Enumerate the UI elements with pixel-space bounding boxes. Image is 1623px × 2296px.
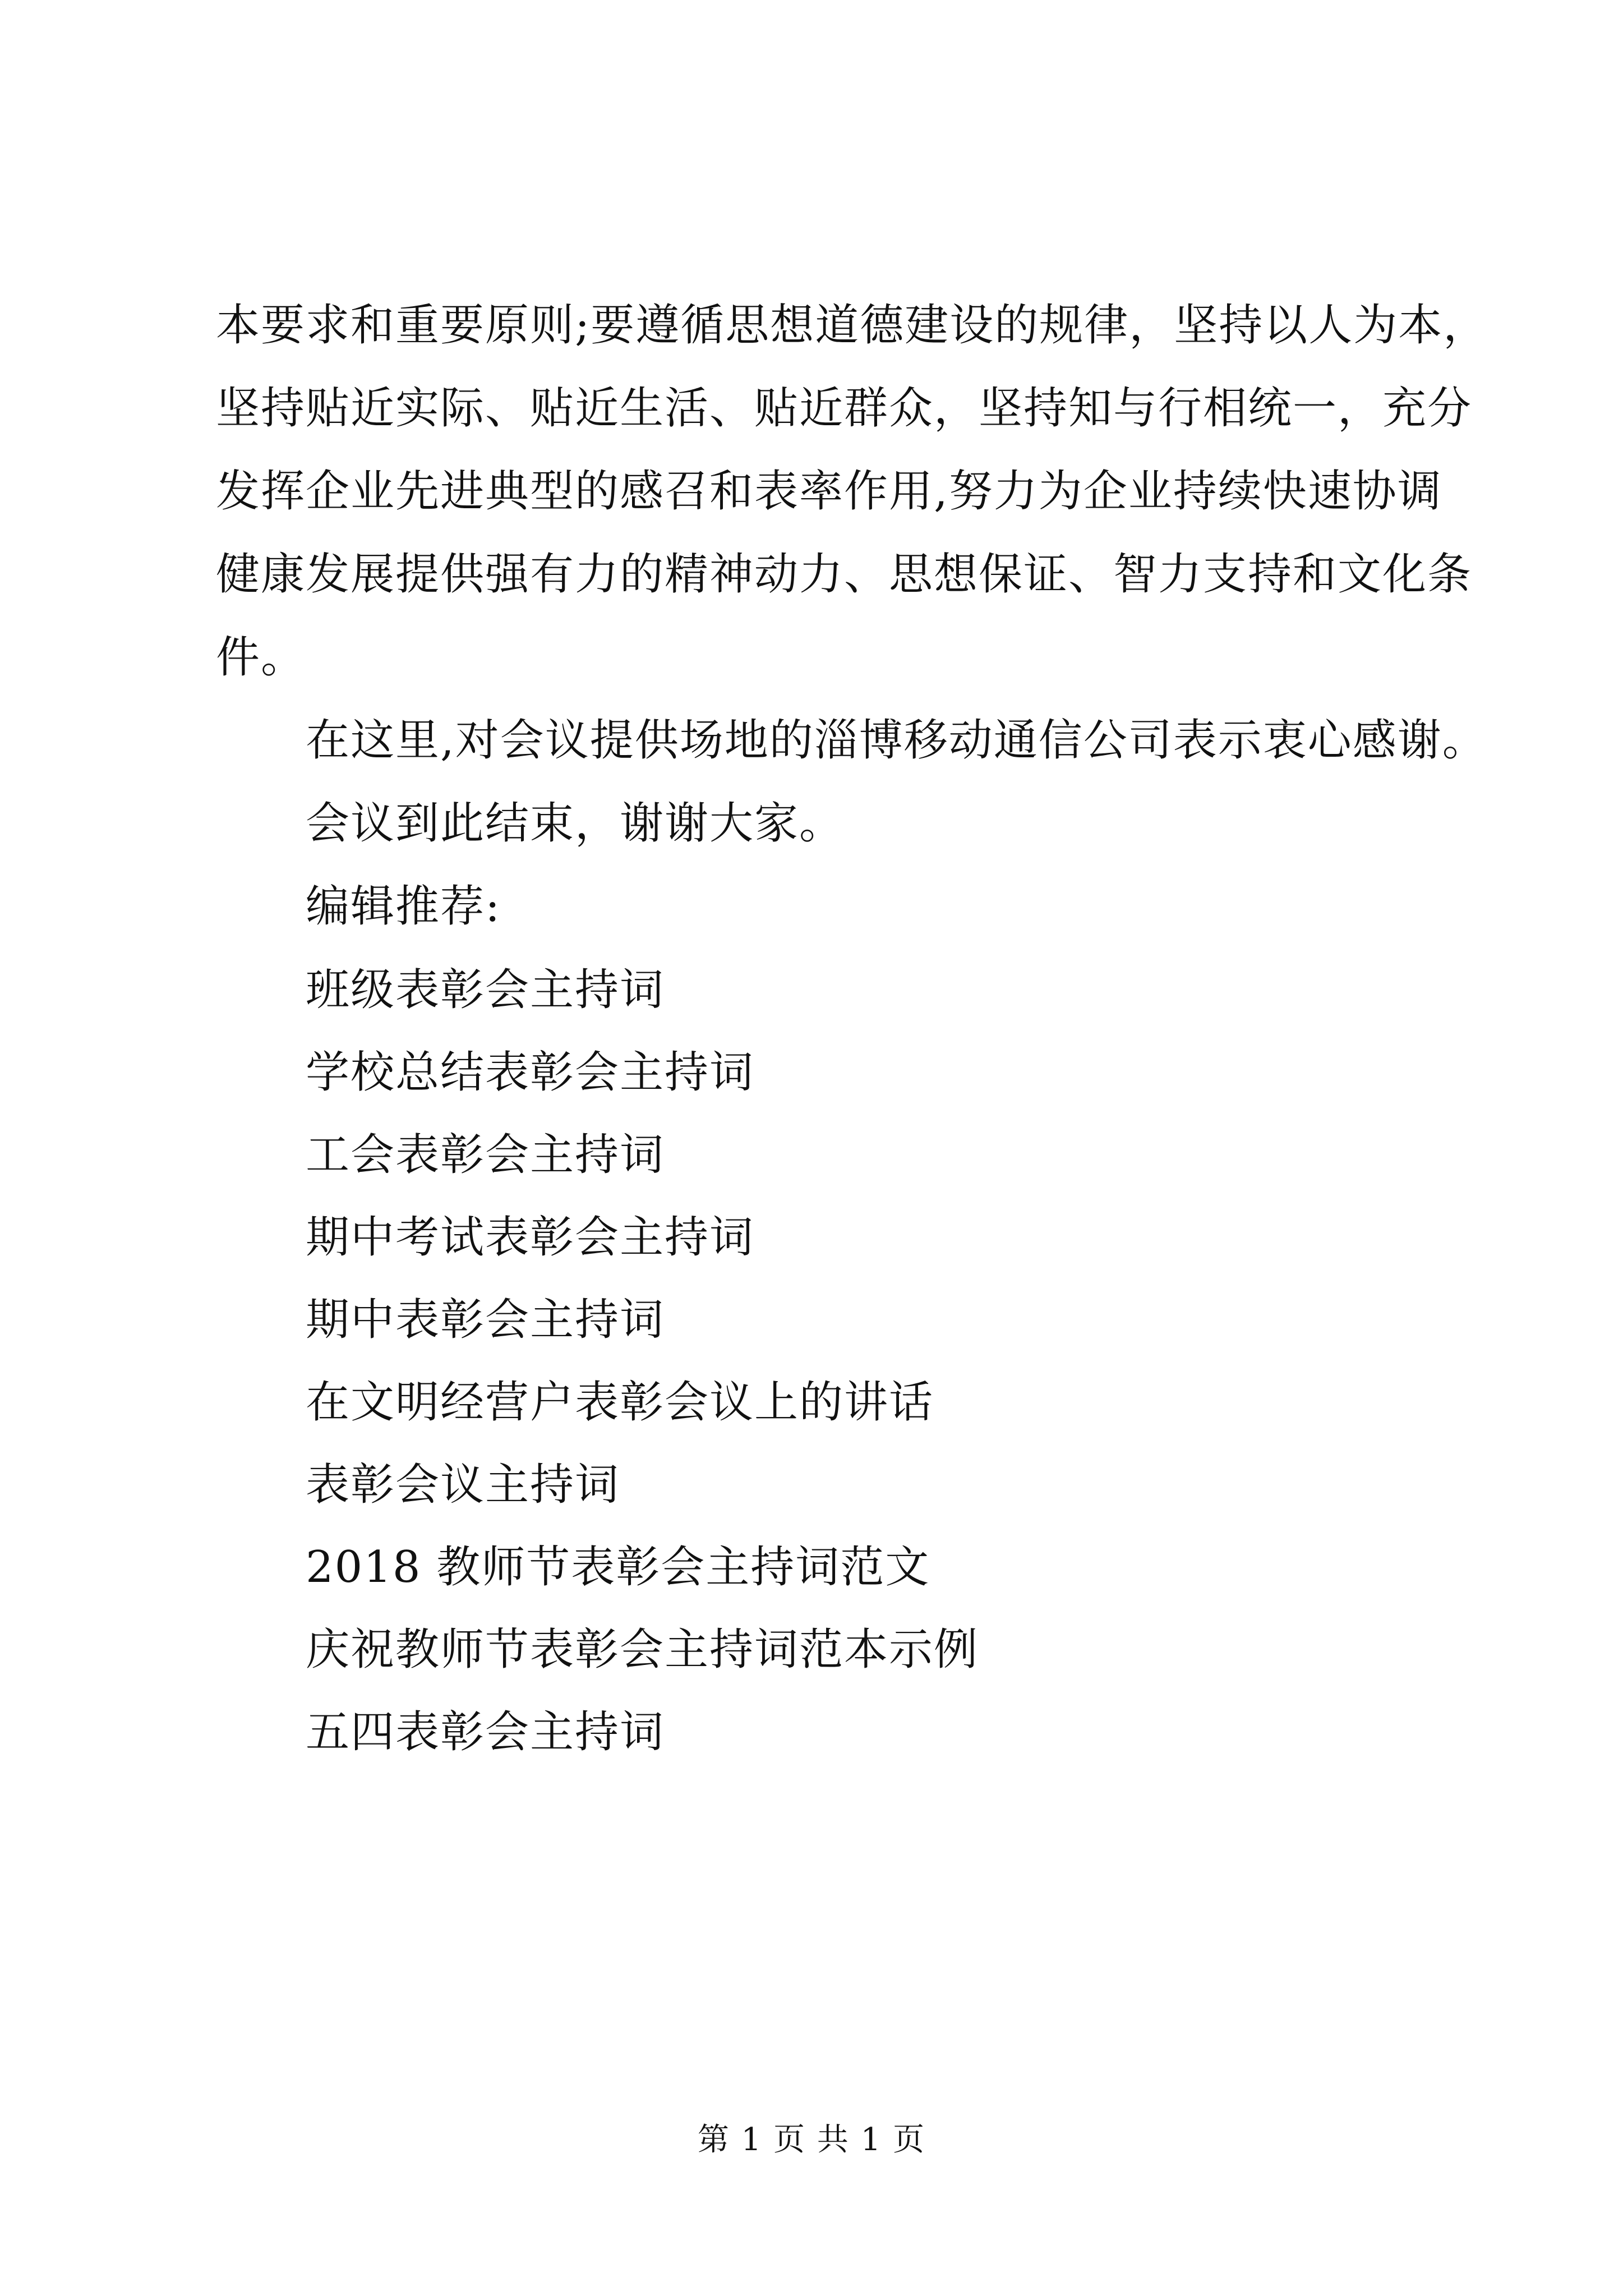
recommend-link[interactable]: 工会表彰会主持词	[306, 1130, 665, 1180]
recommend-link[interactable]: 期中考试表彰会主持词	[306, 1212, 755, 1263]
recommend-link[interactable]: 庆祝教师节表彰会主持词范本示例	[306, 1625, 979, 1675]
thanks-paragraph: 在这里,对会议提供场地的淄博移动通信公司表示衷心感谢。	[306, 715, 1487, 766]
paragraph-line: 健康发展提供强有力的精神动力、思想保证、智力支持和文化条	[216, 549, 1473, 600]
recommend-link[interactable]: 2018 教师节表彰会主持词范文	[306, 1542, 930, 1593]
recommend-link[interactable]: 学校总结表彰会主持词	[306, 1047, 755, 1098]
closing-paragraph: 会议到此结束，谢谢大家。	[306, 798, 845, 849]
paragraph-line: 发挥企业先进典型的感召和表率作用,努力为企业持续快速协调	[216, 466, 1442, 517]
paragraph-line: 件。	[216, 632, 306, 683]
paragraph-line: 坚持贴近实际、贴近生活、贴近群众，坚持知与行相统一，充分	[216, 383, 1473, 434]
recommend-link[interactable]: 表彰会议主持词	[306, 1460, 620, 1510]
recommend-heading: 编辑推荐:	[306, 881, 501, 932]
recommend-link[interactable]: 五四表彰会主持词	[306, 1707, 665, 1757]
recommend-link[interactable]: 期中表彰会主持词	[306, 1295, 665, 1345]
paragraph-line: 本要求和重要原则;要遵循思想道德建设的规律，坚持以人为本，	[216, 300, 1488, 351]
recommend-link[interactable]: 在文明经营户表彰会议上的讲话	[306, 1377, 934, 1428]
recommend-list	[306, 962, 979, 1787]
page-footer: 第 1 页 共 1 页	[697, 2122, 926, 2158]
recommend-link[interactable]: 班级表彰会主持词	[306, 965, 665, 1015]
